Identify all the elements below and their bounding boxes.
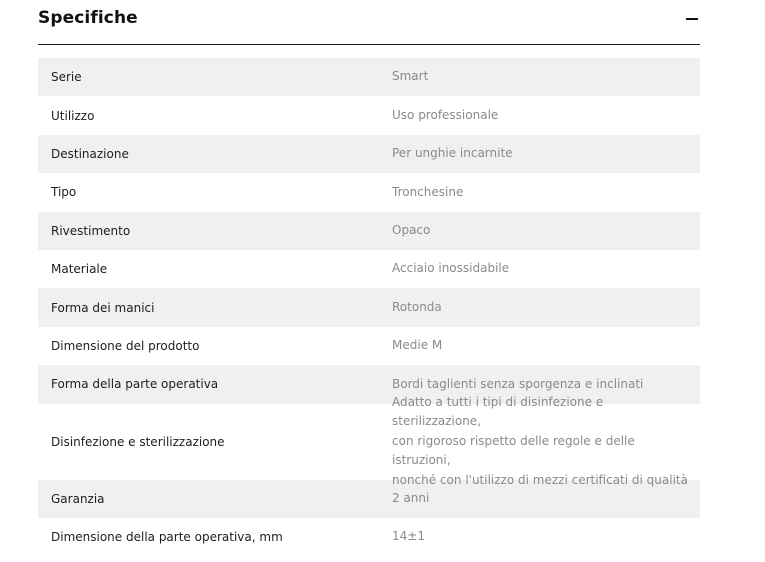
spec-label: Garanzia <box>51 491 105 506</box>
spec-label: Tipo <box>51 185 77 200</box>
spec-row-dimensione-prodotto <box>38 327 700 365</box>
spec-row-disinfezione <box>38 394 700 487</box>
spec-row-dimensione-parte-operativa <box>38 518 700 556</box>
spec-value: Per unghie incarnite <box>392 146 513 161</box>
spec-label: Forma della parte operativa <box>51 377 219 392</box>
spec-value: Tronchesine <box>392 184 464 199</box>
spec-value-line: nonché con l'utilizzo di mezzi certificati di qualità <box>392 472 688 487</box>
spec-row-rivestimento <box>38 212 700 250</box>
section-title: Specifiche <box>38 8 138 28</box>
specifications-section <box>38 0 700 556</box>
spec-value: Opaco <box>392 223 431 237</box>
spec-value: 14±1 <box>392 529 425 544</box>
spec-row-utilizzo <box>38 96 700 134</box>
spec-row-destinazione <box>38 135 700 173</box>
spec-row-materiale <box>38 250 700 288</box>
spec-row-serie <box>38 58 700 96</box>
spec-label: Forma dei manici <box>51 300 155 315</box>
spec-label: Rivestimento <box>51 223 131 238</box>
spec-label: Dimensione della parte operativa, mm <box>51 530 283 545</box>
spec-label: Serie <box>51 70 82 85</box>
spec-label: Disinfezione e sterilizzazione <box>51 434 225 449</box>
specifications-table <box>38 58 700 556</box>
spec-row-forma-manici <box>38 288 700 326</box>
minus-icon[interactable] <box>684 11 700 27</box>
spec-row-tipo <box>38 173 700 211</box>
spec-label: Dimensione del prodotto <box>51 338 200 353</box>
spec-label: Utilizzo <box>51 108 95 123</box>
spec-value: Smart <box>392 69 429 84</box>
specifications-header[interactable] <box>38 0 700 45</box>
spec-value: 2 anni <box>392 490 430 505</box>
spec-value-line: Adatto a tutti i tipi di disinfezione e sterilizzazione, <box>392 394 604 429</box>
spec-value: Acciaio inossidabile <box>392 261 510 276</box>
spec-label: Materiale <box>51 262 108 277</box>
spec-label: Destinazione <box>51 146 129 161</box>
spec-value: Medie M <box>392 338 443 353</box>
spec-value: Rotonda <box>392 299 442 314</box>
spec-value: Bordi taglienti senza sporgenza e inclinati <box>392 376 644 391</box>
spec-value: Uso professionale <box>392 107 499 122</box>
spec-value <box>392 393 700 491</box>
spec-value-line: con rigoroso rispetto delle regole e delle istruzioni, <box>392 433 635 468</box>
